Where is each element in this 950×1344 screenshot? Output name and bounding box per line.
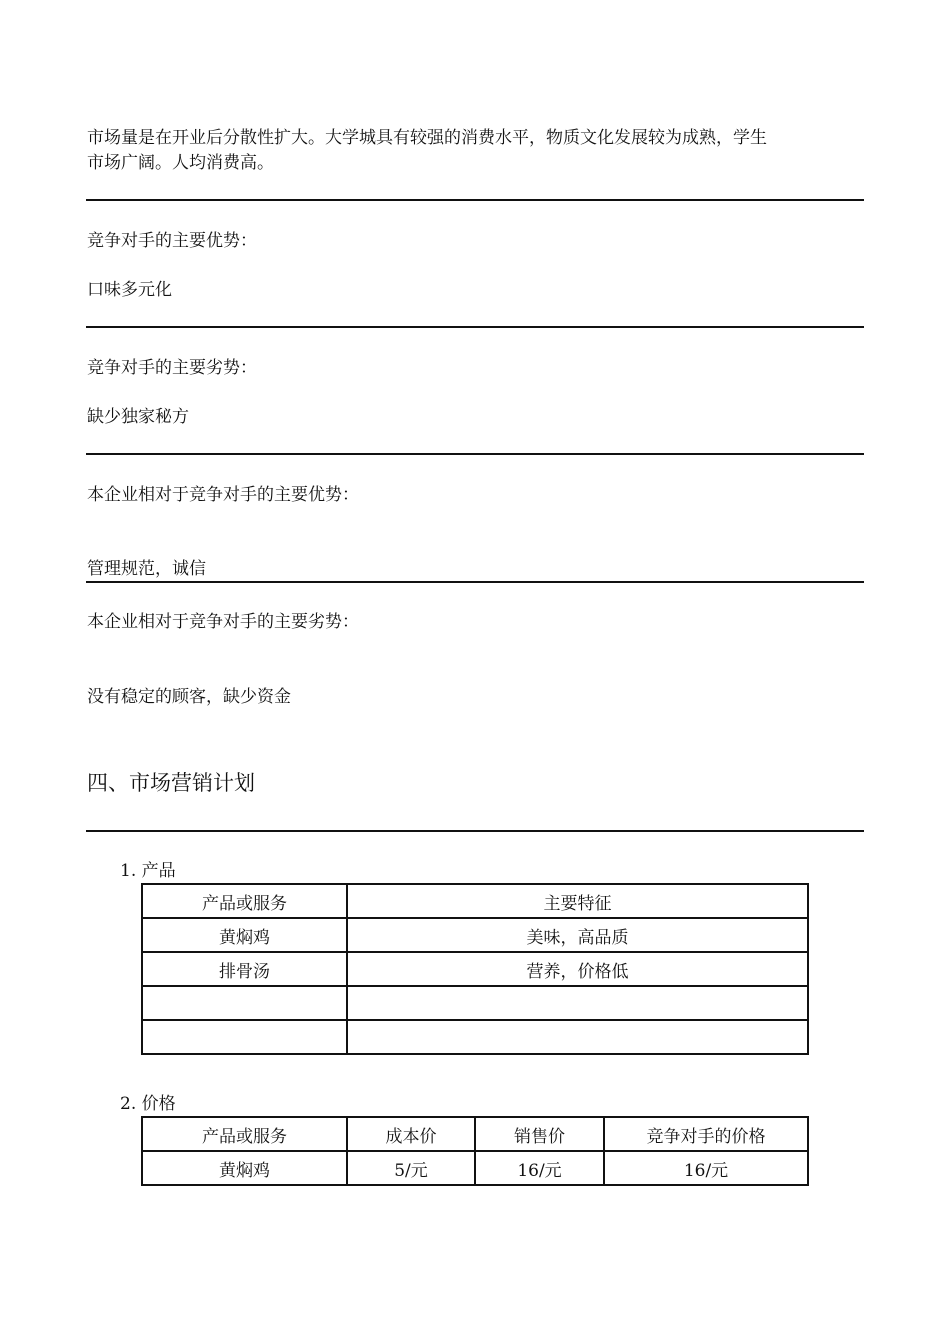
competitor-strengths-label: 竞争对手的主要优势：: [87, 231, 257, 251]
table-cell: 营养，价格低: [347, 952, 808, 986]
competitor-weaknesses-label: 竞争对手的主要劣势：: [87, 358, 257, 378]
table-header-cell: 竞争对手的价格: [604, 1117, 808, 1151]
table-header-row: [142, 1117, 808, 1151]
section-heading: 四、市场营销计划: [87, 771, 255, 795]
divider: [86, 581, 864, 583]
table-cell: 黄焖鸡: [142, 1151, 347, 1185]
table-row: [142, 986, 808, 1020]
table-header-row: [142, 884, 808, 918]
table-cell: [142, 1020, 347, 1054]
competitor-weaknesses-value: 缺少独家秘方: [87, 407, 189, 427]
divider: [86, 326, 864, 328]
table-cell: 16/元: [604, 1151, 808, 1185]
our-weaknesses-value: 没有稳定的顾客，缺少资金: [87, 687, 291, 707]
table-cell: 美味，高品质: [347, 918, 808, 952]
table-header-cell: 主要特征: [347, 884, 808, 918]
our-weaknesses-label: 本企业相对于竞争对手的主要劣势：: [87, 612, 359, 632]
table-row: [142, 1020, 808, 1054]
table-cell: [142, 986, 347, 1020]
table-header-cell: 产品或服务: [142, 884, 347, 918]
intro-line-2: 市场广阔。人均消费高。: [87, 153, 274, 173]
table-cell: [347, 1020, 808, 1054]
table-row: [142, 952, 808, 986]
price-table: [141, 1116, 809, 1186]
intro-line-1: 市场量是在开业后分散性扩大。大学城具有较强的消费水平，物质文化发展较为成熟，学生: [87, 128, 767, 148]
our-strengths-label: 本企业相对于竞争对手的主要优势：: [87, 485, 359, 505]
table-row: [142, 1151, 808, 1185]
our-strengths-value: 管理规范，诚信: [87, 559, 206, 579]
table-header-cell: 产品或服务: [142, 1117, 347, 1151]
divider: [86, 830, 864, 832]
table-row: [142, 918, 808, 952]
table-cell: 黄焖鸡: [142, 918, 347, 952]
competitor-strengths-value: 口味多元化: [87, 280, 172, 300]
divider: [86, 453, 864, 455]
product-table: [141, 883, 809, 1055]
divider: [86, 199, 864, 201]
table-cell: 16/元: [475, 1151, 604, 1185]
table-cell: 排骨汤: [142, 952, 347, 986]
table-cell: 5/元: [347, 1151, 475, 1185]
product-label: 1. 产品: [120, 861, 176, 881]
table-header-cell: 销售价: [475, 1117, 604, 1151]
table-cell: [347, 986, 808, 1020]
table-header-cell: 成本价: [347, 1117, 475, 1151]
price-label: 2. 价格: [120, 1094, 176, 1114]
